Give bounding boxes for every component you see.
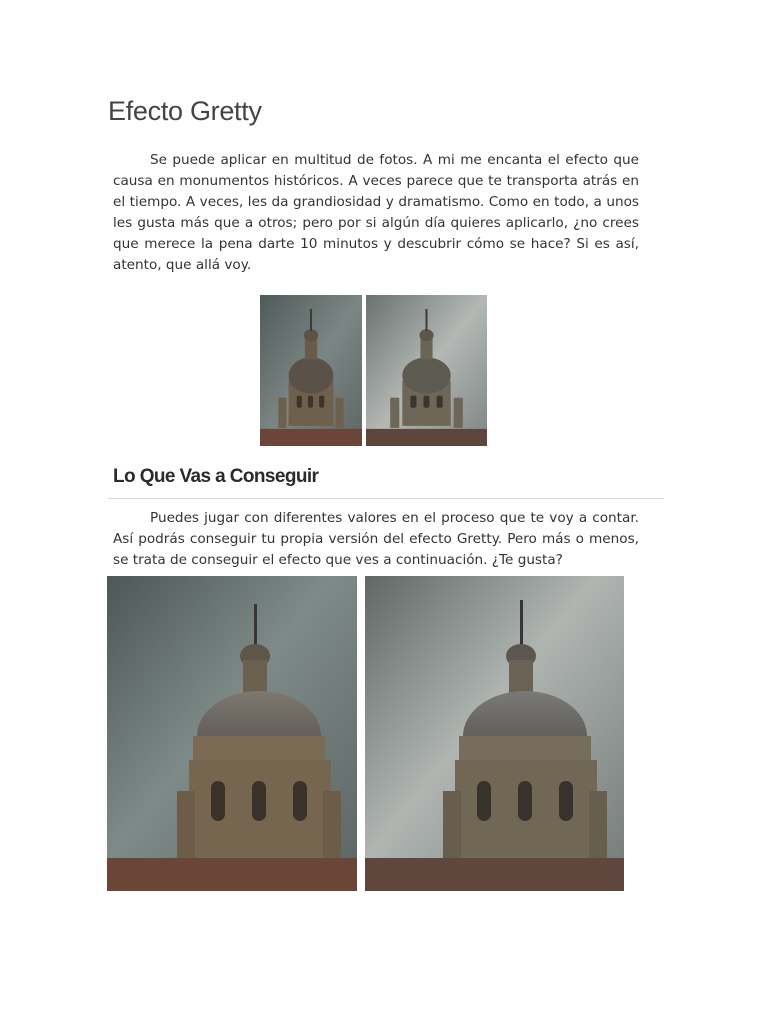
large-photo-original (107, 576, 357, 891)
intro-paragraph: Se puede aplicar en multitud de fotos. A mi me encanta el efecto que causa en monumentos históricos. A veces parece que te transporta atrás en el tiempo. A veces, les da grandiosidad y dramatismo. Como en todo, a unos les gusta más que a otros; pero por si algún día quieres aplicarlo, ¿no crees que merece la pena darte 10 minutos y descubrir cómo se hace? Si es así, atento, que allá voy. (113, 152, 639, 273)
section-divider (108, 498, 664, 499)
section-heading: Lo Que Vas a Conseguir (113, 466, 319, 487)
small-photo-gretty (366, 295, 487, 446)
article-title: Efecto Gretty (108, 96, 262, 126)
small-photo-original (260, 295, 362, 446)
large-photo-gretty (365, 576, 624, 891)
section-paragraph: Puedes jugar con diferentes valores en el proceso que te voy a contar. Así podrás conseguir tu propia versión del efecto Gretty. Pero más o menos, se trata de conseguir el efecto que ves a continuación. ¿Te gusta? (113, 510, 639, 568)
